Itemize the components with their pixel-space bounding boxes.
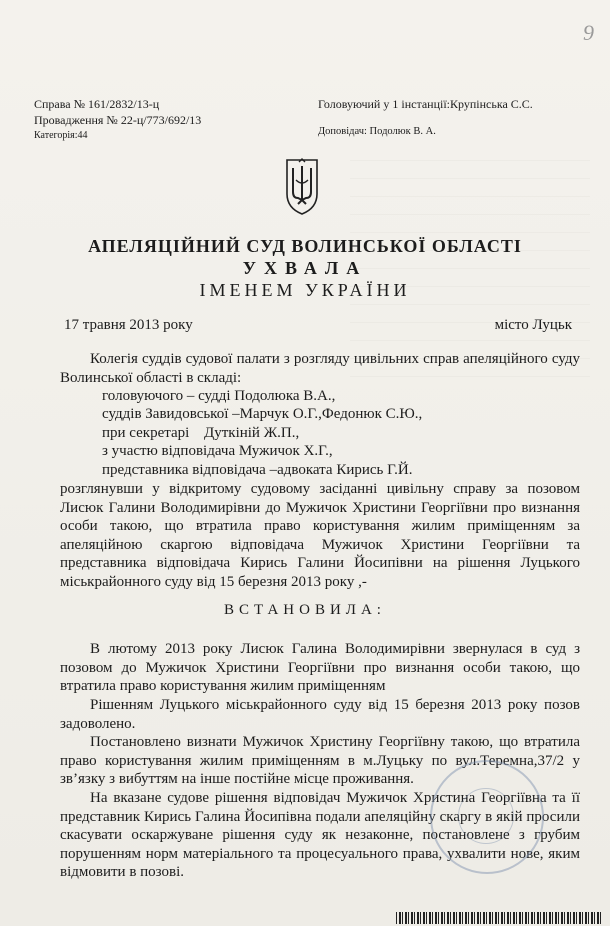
presiding-first-instance: Головуючий у 1 інстанції:Крупінська С.С. bbox=[318, 97, 533, 111]
case-number: Справа № 161/2832/13-ц bbox=[34, 97, 160, 111]
paragraph-3: Постановлено визнати Мужичок Христину Георгіївну такою, що втратила право користування жилим приміщенням в м.Луцьку по вул.Теремна,37/2 у зв’язку з вибуттям на інше постійне місце проживання. bbox=[60, 734, 580, 788]
paragraph-2: Рішенням Луцького міськрайонного суду від 15 березня 2013 року позов задоволено. bbox=[60, 697, 580, 732]
panel-presiding: головуючого – судді Подолюка В.А., bbox=[102, 388, 336, 404]
barcode bbox=[396, 912, 602, 924]
document-type: УХВАЛА bbox=[242, 258, 368, 278]
panel-secretary-name: Дуткіній Ж.П., bbox=[204, 425, 300, 441]
established-heading: ВСТАНОВИЛА: bbox=[224, 602, 386, 618]
decision-city: місто Луцьк bbox=[494, 317, 572, 333]
panel-intro: Колегія суддів судової палати з розгляду цивільних справ апеляційного суду Волинської області в складі: bbox=[60, 351, 580, 386]
paragraph-1: В лютому 2013 року Лисюк Галина Володимирівни звернулася в суд з позовом до Мужичок Христини Георгіївни про визнання особи такою, що втратила право користування жилим приміщенням bbox=[60, 641, 580, 695]
decision-date: 17 травня 2013 року bbox=[64, 317, 193, 333]
paragraph-4: На вказане судове рішення відповідач Мужичок Христина Георгіївна та її представник Кирись Галина Йосипівна подали апеляційну скаргу в якій просили скасувати оскаржуване рішення суду як незаконне, постановлене з грубим порушенням норм матеріального та процесуального права, ухвалити нове, яким відмовити в позові. bbox=[60, 790, 580, 881]
court-name: АПЕЛЯЦІЙНИЙ СУД ВОЛИНСЬКОЇ ОБЛАСТІ bbox=[88, 236, 522, 256]
considered-paragraph: розглянувши у відкритому судовому засіданні цивільну справу за позовом Лисюк Галини Володимирівни до Мужичок Христини Георгіївни про визнання особи такою, що втратила право користування жилим приміщенням за апеляційною скаргою відповідача Мужичок Христини Георгіївни та представника відповідача Кирись Галини Йосипівни на рішення Луцького міськрайонного суду від 15 березня 2013 року ,- bbox=[60, 481, 580, 590]
panel-defendant: з участю відповідача Мужичок Х.Г., bbox=[102, 443, 333, 459]
judge-metadata bbox=[318, 96, 533, 140]
panel-secretary-label: при секретарі bbox=[102, 425, 190, 441]
panel-judges: суддів Завидовської –Марчук О.Г.,Федонюк С.Ю., bbox=[102, 406, 423, 422]
court-stamp-center-icon bbox=[458, 788, 514, 844]
reporter: Доповідач: Подолюк В. А. bbox=[318, 126, 436, 137]
case-metadata bbox=[34, 96, 201, 144]
proceeding-number: Провадження № 22-ц/773/692/13 bbox=[34, 113, 202, 127]
in-the-name: ІМЕНЕМ УКРАЇНИ bbox=[199, 280, 411, 300]
page-number-handwritten: 9 bbox=[583, 20, 594, 45]
panel-representative: представника відповідача –адвоката Кирись Г.Й. bbox=[102, 462, 413, 478]
trident-emblem-icon bbox=[284, 156, 320, 216]
category: Категорія:44 bbox=[34, 130, 88, 141]
